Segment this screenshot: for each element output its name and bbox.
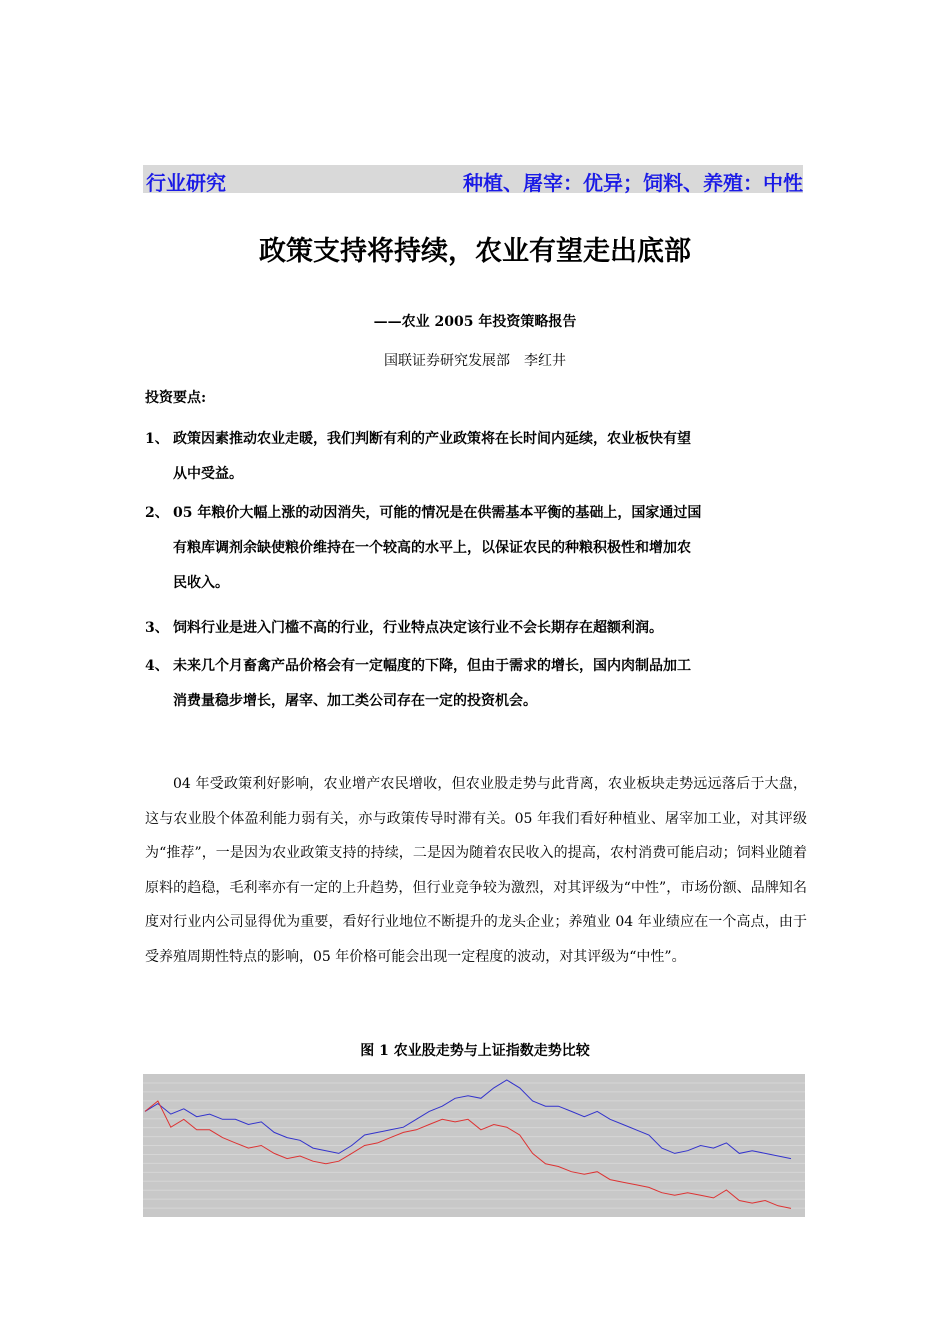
key-point-2 — [145, 496, 807, 601]
key-point-1 — [145, 422, 807, 492]
key-point-line: 政策因素推动农业走暖，我们判断有利的产业政策将在长时间内延续，农业板快有望 — [173, 431, 691, 447]
key-point-line: 从中受益。 — [173, 466, 243, 482]
key-points-heading: 投资要点: — [145, 390, 207, 406]
key-point-number: 1、 — [145, 431, 169, 447]
report-author: 国联证券研究发展部 李红井 — [384, 353, 566, 369]
key-point-line: 未来几个月畜禽产品价格会有一定幅度的下降，但由于需求的增长，国内肉制品加工 — [173, 658, 691, 674]
key-point-number: 2、 — [145, 505, 169, 521]
chart-svg — [143, 1074, 805, 1217]
figure-caption: 图 1 农业股走势与上证指数走势比较 — [360, 1043, 590, 1059]
key-point-line: 有粮库调剂余缺使粮价维持在一个较高的水平上，以保证农民的种粮积极性和增加农 — [173, 540, 691, 556]
key-point-3 — [145, 611, 807, 646]
body-paragraph: 04 年受政策利好影响，农业增产农民增收，但农业股走势与此背离，农业板块走势远远落后于大盘，这与农业股个体盈利能力弱有关，亦与政策传导时滞有关。05 年我们看好种植业、屠宰加工业，对其评级为“推荐”，一是因为农业政策支持的持续，二是因为随着农民收入的提高，农村消费可能启动；饲料业随着原料的趋稳，毛利率亦有一定的上升趋势，但行业竞争较为激烈，对其评级为“中性”，市场份额、品牌知名度对行业内公司显得优为重要，看好行业地位不断提升的龙头企业；养殖业 04 年业绩应在一个高点，由于受养殖周期性特点的影响，05 年价格可能会出现一定程度的波动，对其评级为“中性”。 — [145, 776, 807, 965]
report-title: 政策支持将持续，农业有望走出底部 — [259, 236, 691, 267]
report-subtitle: ——农业 2005 年投资策略报告 — [373, 314, 577, 330]
key-point-line: 05 年粮价大幅上涨的动因消失，可能的情况是在供需基本平衡的基础上，国家通过国 — [173, 505, 702, 521]
section-label: 行业研究 — [146, 171, 226, 195]
key-point-4 — [145, 649, 807, 719]
key-point-number: 3、 — [145, 620, 169, 636]
key-point-line: 消费量稳步增长，屠宰、加工类公司存在一定的投资机会。 — [173, 693, 537, 709]
rating-summary: 种植、屠宰：优异；饲料、养殖：中性 — [463, 171, 803, 195]
key-point-line: 饲料行业是进入门槛不高的行业，行业特点决定该行业不会长期存在超额利润。 — [173, 620, 663, 636]
comparison-chart — [143, 1074, 805, 1217]
key-point-number: 4、 — [145, 658, 169, 674]
key-point-line: 民收入。 — [173, 575, 229, 591]
